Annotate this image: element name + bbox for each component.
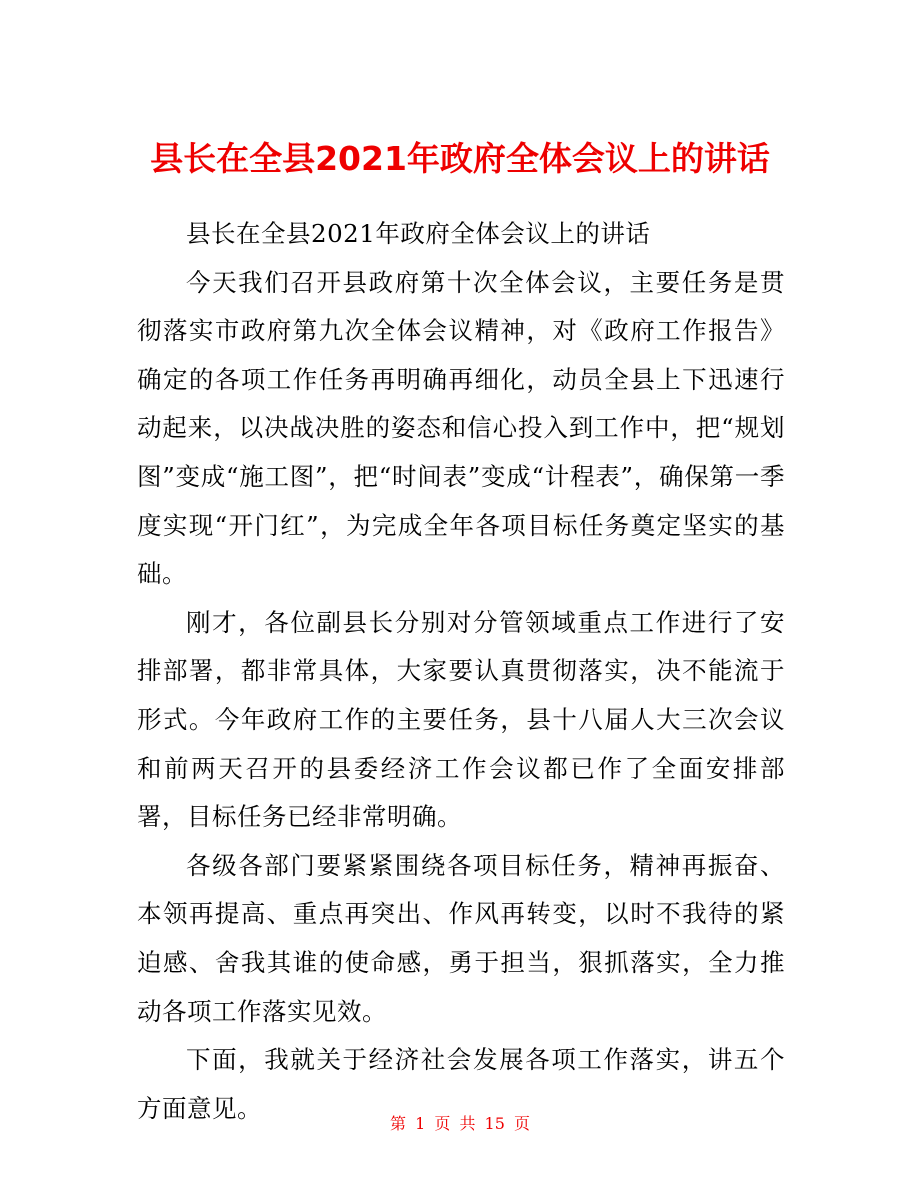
paragraph-requirements: 各级各部门要紧紧围绕各项目标任务，精神再振奋、本领再提高、重点再突出、作风再转变，以时不我待的紧迫感、舍我其谁的使命感，勇于担当，狠抓落实，全力推动各项工作落实见效。 bbox=[137, 850, 785, 1026]
paragraph-deployment: 刚才，各位副县长分别对分管领域重点工作进行了安排部署，都非常具体，大家要认真贯彻落实，决不能流于形式。今年政府工作的主要任务，县十八届人大三次会议和前两天召开的县委经济工作会议都已作了全面安排部署，目标任务已经非常明确。 bbox=[137, 607, 785, 832]
paragraph-intro: 今天我们召开县政府第十次全体会议，主要任务是贯彻落实市政府第九次全体会议精神，对《政府工作报告》确定的各项工作任务再明确再细化，动员全县上下迅速行动起来，以决战决胜的姿态和信心投入到工作中，把“规划图”变成“施工图”，把“时间表”变成“计程表”，确保第一季度实现“开门红”，为完成全年各项目标任务奠定坚实的基础。 bbox=[137, 267, 785, 589]
document-title: 县长在全县2021年政府全体会议上的讲话 bbox=[150, 139, 770, 179]
paragraph-heading: 县长在全县2021年政府全体会议上的讲话 bbox=[186, 219, 651, 248]
document-body bbox=[137, 210, 785, 1133]
paragraph-outline: 下面，我就关于经济社会发展各项工作落实，讲五个方面意见。 bbox=[137, 1045, 785, 1123]
page-number-footer: 第 1 页 共 15 页 bbox=[390, 1114, 530, 1133]
